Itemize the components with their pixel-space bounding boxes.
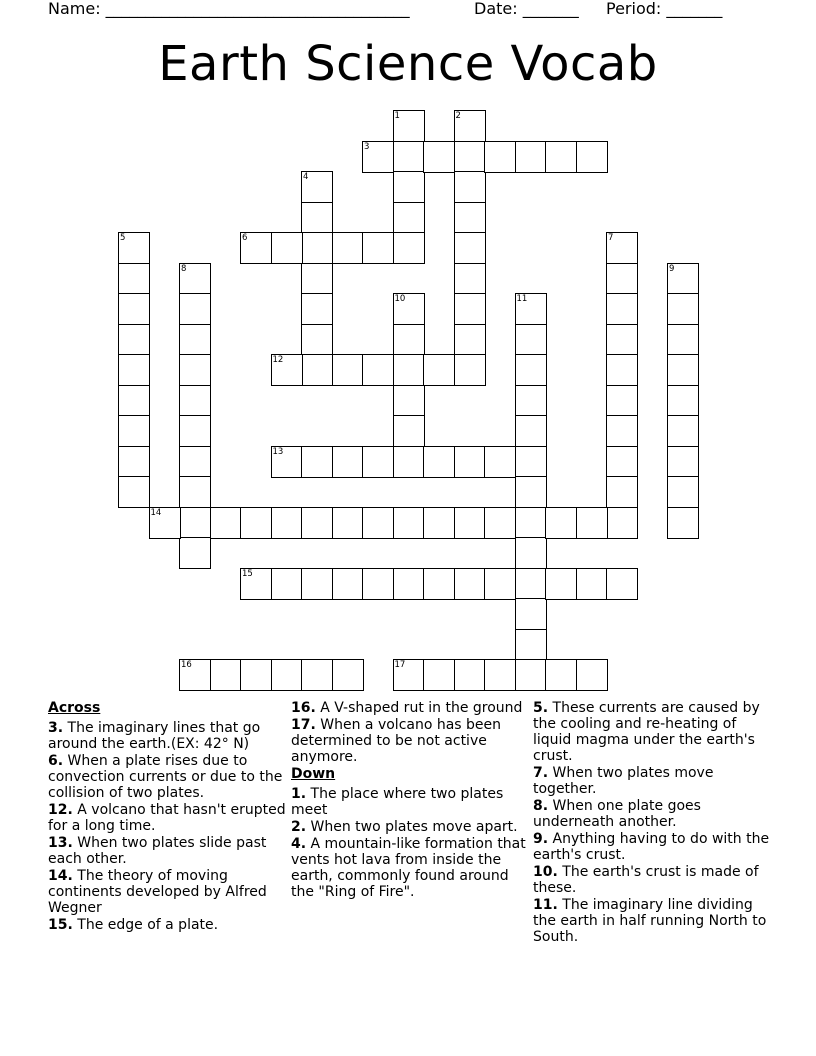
clue-number: 13 [272,446,284,457]
crossword-cell[interactable] [393,110,425,142]
crossword-cell[interactable] [454,354,486,386]
clue-number: 8 [181,263,187,274]
clue-number: 16 [181,660,192,670]
crossword-cell[interactable] [606,354,638,386]
crossword-cell[interactable] [118,263,150,295]
clue-across-13: 13. When two plates slide past each other. [48,835,267,867]
clue-number: 7 [608,233,614,243]
crossword-cell[interactable] [118,446,150,478]
crossword-cell[interactable] [515,141,547,173]
crossword-cell[interactable] [606,507,638,539]
crossword-cell[interactable] [118,415,150,447]
crossword-cell[interactable] [362,568,394,600]
date-field-label: Date: _______ [474,0,579,18]
crossword-cell[interactable] [454,659,486,691]
clue-down-2: 2. When two plates move apart. [291,819,518,835]
clue-number: 9 [669,263,675,274]
crossword-cell[interactable] [179,354,211,386]
clue-down-1: 1. The place where two plates meet [291,786,504,818]
crossword-cell[interactable] [667,263,699,295]
crossword-cell[interactable] [576,141,608,173]
crossword-cell[interactable] [301,202,333,234]
crossword-cell[interactable] [606,324,638,356]
crossword-cell[interactable] [667,507,699,539]
crossword-cell[interactable] [606,476,638,508]
crossword-cell[interactable] [332,568,364,600]
crossword-cell[interactable] [393,202,425,234]
crossword-cell[interactable] [423,659,455,691]
crossword-cell[interactable] [515,293,547,325]
name-field-label: Name: ______________________________________ [48,0,410,18]
crossword-cell[interactable] [515,354,547,386]
crossword-cell[interactable] [179,659,211,691]
crossword-cell[interactable] [393,171,425,203]
crossword-cell[interactable] [515,659,547,691]
crossword-cell[interactable] [332,232,364,264]
crossword-cell[interactable] [515,537,547,569]
crossword-cell[interactable] [423,507,455,539]
clue-down-7: 7. When two plates move together. [533,765,714,797]
crossword-cell[interactable] [393,232,425,264]
crossword-cell[interactable] [271,446,303,478]
crossword-cell[interactable] [545,141,577,173]
crossword-cell[interactable] [179,324,211,356]
crossword-cell[interactable] [484,659,516,691]
crossword-cell[interactable] [362,446,394,478]
down-heading: Down [291,766,336,782]
crossword-cell[interactable] [454,232,486,264]
clues-column-2 [291,700,529,901]
crossword-cell[interactable] [301,446,333,478]
clue-across-16: 16. A V-shaped rut in the ground [291,700,523,716]
clue-number: 12 [272,355,284,365]
crossword-cell[interactable] [454,141,486,173]
crossword-cell[interactable] [301,507,333,539]
crossword-cell[interactable] [332,446,364,478]
crossword-cell[interactable] [301,263,333,295]
crossword-cell[interactable] [118,354,150,386]
crossword-cell[interactable] [118,385,150,417]
clue-number: 2 [455,111,461,121]
crossword-cell[interactable] [454,324,486,356]
crossword-cell[interactable] [454,202,486,234]
crossword-cell[interactable] [362,232,394,264]
crossword-cell[interactable] [362,354,394,386]
clue-down-10: 10. The earth's crust is made of these. [533,864,759,896]
crossword-cell[interactable] [271,568,303,600]
crossword-cell[interactable] [576,568,608,600]
crossword-cell[interactable] [515,415,547,447]
crossword-cell[interactable] [515,476,547,508]
crossword-cell[interactable] [301,568,333,600]
crossword-cell[interactable] [515,446,547,478]
crossword-cell[interactable] [393,659,425,691]
clue-number: 11 [516,294,528,304]
clue-down-11: 11. The imaginary line dividing the earth in half running North to South. [533,897,767,945]
crossword-cell[interactable] [393,324,425,356]
clue-number: 17 [394,660,406,670]
crossword-cell[interactable] [179,446,211,478]
crossword-cell[interactable] [545,659,577,691]
crossword-cell[interactable] [179,476,211,508]
clue-number: 4 [303,172,309,182]
crossword-cell[interactable] [423,141,455,173]
crossword-cell[interactable] [667,446,699,478]
clue-across-17: 17. When a volcano has been determined to be not active anymore. [291,717,502,765]
crossword-cell[interactable] [301,659,333,691]
crossword-cell[interactable] [179,415,211,447]
crossword-cell[interactable] [667,385,699,417]
crossword-cell[interactable] [240,232,272,264]
page-title: Earth Science Vocab [158,36,658,92]
crossword-cell[interactable] [332,507,364,539]
clues-column-3 [533,700,771,946]
crossword-cell[interactable] [576,507,608,539]
crossword-cell[interactable] [515,568,547,600]
crossword-cell[interactable] [454,507,486,539]
crossword-cell[interactable] [179,263,211,295]
crossword-cell[interactable] [332,659,364,691]
crossword-cell[interactable] [393,507,425,539]
crossword-cell[interactable] [240,507,272,539]
clue-down-8: 8. When one plate goes underneath another. [533,798,701,830]
crossword-cell[interactable] [423,568,455,600]
crossword-cell[interactable] [271,232,303,264]
crossword-cell[interactable] [606,293,638,325]
crossword-cell[interactable] [484,507,516,539]
crossword-cell[interactable] [240,659,272,691]
crossword-cell[interactable] [484,141,516,173]
crossword-cell[interactable] [393,568,425,600]
crossword-cell[interactable] [454,171,486,203]
clue-number: 1 [394,111,400,121]
crossword-cell[interactable] [118,476,150,508]
crossword-cell[interactable] [484,446,516,478]
clue-across-15: 15. The edge of a plate. [48,917,219,933]
crossword-cell[interactable] [606,385,638,417]
crossword-cell[interactable] [454,568,486,600]
crossword-cell[interactable] [423,446,455,478]
crossword-cell[interactable] [393,446,425,478]
crossword-cell[interactable] [393,354,425,386]
crossword-cell[interactable] [179,507,211,539]
crossword-cell[interactable] [118,324,150,356]
crossword-cell[interactable] [301,324,333,356]
crossword-cell[interactable] [454,293,486,325]
crossword-cell[interactable] [454,263,486,295]
crossword-cell[interactable] [515,507,547,539]
crossword-cell[interactable] [210,659,242,691]
crossword-cell[interactable] [515,598,547,630]
crossword-cell[interactable] [606,415,638,447]
period-field-label: Period: _______ [606,0,723,18]
crossword-cell[interactable] [515,629,547,661]
crossword-cell[interactable] [301,232,333,264]
crossword-cell[interactable] [667,293,699,325]
crossword-cell[interactable] [423,354,455,386]
clue-number: 3 [364,141,370,152]
clue-number: 10 [394,294,406,304]
clue-number: 15 [242,568,253,579]
clue-down-5: 5. These currents are caused by the cooling and re-heating of liquid magma under the earth's crust. [533,700,760,764]
crossword-cell[interactable] [271,354,303,386]
crossword-cell[interactable] [179,537,211,569]
clues-column-1 [48,700,286,934]
crossword-cell[interactable] [515,324,547,356]
crossword-cell[interactable] [484,568,516,600]
crossword-cell[interactable] [301,293,333,325]
clue-down-4: 4. A mountain-like formation that vents hot lava from inside the earth, commonly found around the "Ring of Fire". [291,836,526,900]
crossword-cell[interactable] [393,385,425,417]
crossword-cell[interactable] [667,415,699,447]
crossword-cell[interactable] [606,568,638,600]
crossword-cell[interactable] [271,659,303,691]
clue-number: 5 [120,233,126,243]
crossword-cell[interactable] [606,232,638,264]
crossword-cell[interactable] [210,507,242,539]
crossword-cell[interactable] [301,354,333,386]
crossword-cell[interactable] [362,141,394,173]
crossword-cell[interactable] [332,354,364,386]
crossword-cell[interactable] [667,476,699,508]
crossword-cell[interactable] [179,293,211,325]
clue-across-12: 12. A volcano that hasn't erupted for a long time. [48,802,286,834]
crossword-cell[interactable] [454,110,486,142]
crossword-cell[interactable] [667,354,699,386]
crossword-cell[interactable] [606,263,638,295]
crossword-cell[interactable] [393,141,425,173]
crossword-cell[interactable] [545,568,577,600]
clue-across-14: 14. The theory of moving continents developed by Alfred Wegner [48,868,267,916]
across-heading: Across [48,700,101,716]
clue-across-3: 3. The imaginary lines that go around the earth.(EX: 42° N) [48,720,261,752]
crossword-cell[interactable] [393,415,425,447]
clue-number: 14 [150,507,162,518]
crossword-cell[interactable] [667,324,699,356]
crossword-cell[interactable] [301,171,333,203]
crossword-cell[interactable] [545,507,577,539]
clue-down-9: 9. Anything having to do with the earth's crust. [533,831,770,863]
crossword-cell[interactable] [179,385,211,417]
crossword-cell[interactable] [454,446,486,478]
clue-number: 6 [242,233,248,243]
crossword-cell[interactable] [606,446,638,478]
crossword-cell[interactable] [271,507,303,539]
crossword-cell[interactable] [362,507,394,539]
crossword-cell[interactable] [576,659,608,691]
clue-across-6: 6. When a plate rises due to convection currents or due to the collision of two plates. [48,753,283,801]
crossword-cell[interactable] [118,293,150,325]
crossword-cell[interactable] [118,232,150,264]
crossword-cell[interactable] [515,385,547,417]
crossword-cell[interactable] [149,507,181,539]
crossword-cell[interactable] [393,293,425,325]
crossword-cell[interactable] [240,568,272,600]
